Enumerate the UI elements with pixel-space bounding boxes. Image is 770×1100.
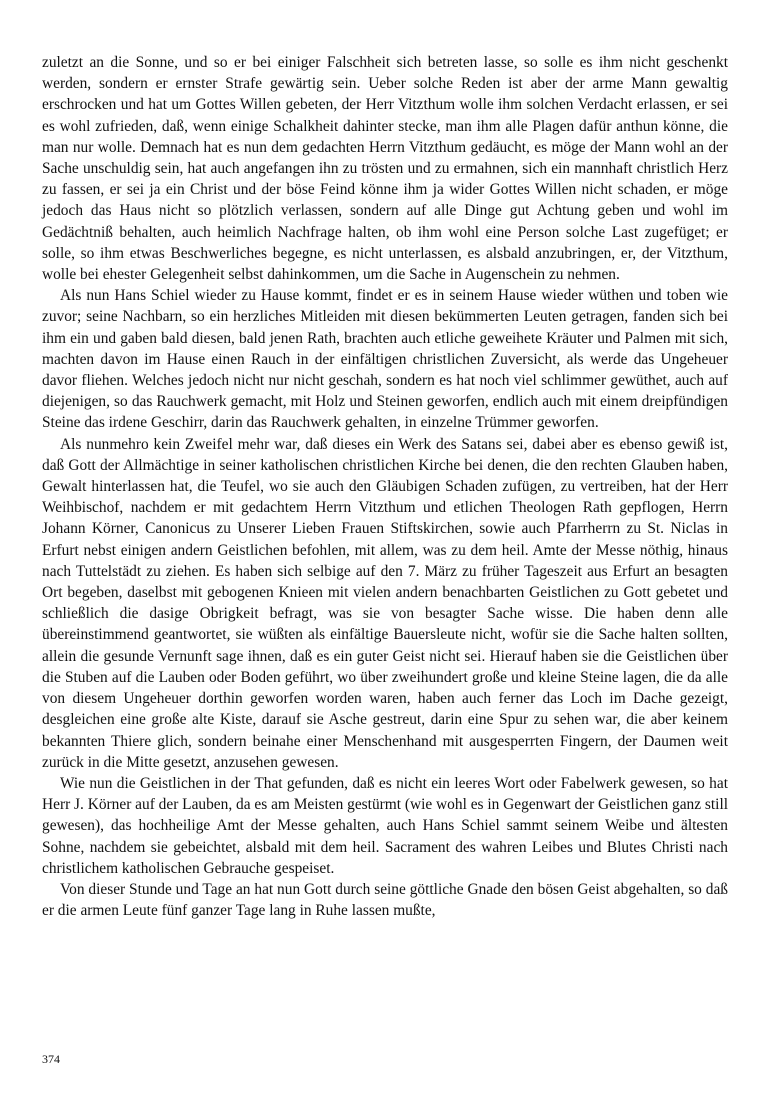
page-number: 374 — [42, 1052, 60, 1066]
paragraph-clergy-visit: Als nunmehro kein Zweifel mehr war, daß dieses ein Werk des Satans sei, dabei aber es ebenso gewiß ist, daß Gott der Allmächtige in seiner katholischen christlichen Kirche bei denen, die den rechten Glauben haben, Gewalt hinterlassen hat, die Teufel, wo sie auch den Gläubigen Schaden zufügen, zu vertreiben, hat der Herr Weihbischof, nachdem er mit gedachtem Herrn Vitzthum und etlichen Theologen Rath gepflogen, Herrn Johann Körner, Canonicus zu Unserer Lieben Frauen Stiftskirchen, sowie auch Pfarrherrn zu St. Niclas in Erfurt nebst einigen andern Geistlichen befohlen, mit allem, was zu dem heil. Amte der Messe nöthig, hinaus nach Tuttelstädt zu ziehen. Es haben sich selbige auf den 7. März zu früher Tageszeit aus Erfurt an besagten Ort begeben, daselbst mit gebogenen Knieen mit vielen andern benachbarten Geistlichen zu Gott gebetet und schließlich die dasige Obrigkeit befragt, was sie von besagter Sache wisse. Die haben denn alle übereinstimmend geantwortet, sie wüßten als einfältige Bauersleute nicht, wofür sie die Sache halten sollten, allein die gesunde Vernunft sage ihnen, daß es ein guter Geist nicht sei. Hierauf haben sie die Geistlichen über die Stuben auf die Lauben oder Boden geführt, wo über zweihundert große und kleine Steine lagen, die da alle von diesem Ungeheuer dorthin geworfen worden waren, haben auch ferner das Loch im Dache gezeigt, desgleichen eine große alte Kiste, darauf sie Asche gestreut, darin eine Spur zu sehen war, die aber keinem bekannten Thiere glich, sondern beinahe einer Menschenhand mit ausgesperrten Fingern, der Daumen weit zurück in die Mitte gesetzt, anzusehen gewesen. — [42, 435, 728, 771]
paragraph-vitzthum-warning: zuletzt an die Sonne, und so er bei einiger Falschheit sich betreten lasse, so solle es ihm nicht geschenkt werden, sondern er ernster Strafe gewärtig sein. Ueber solche Reden ist aber der arme Mann gewaltig erschrocken und hat um Gottes Willen gebeten, der Herr Vitzthum wolle ihm solchen Verdacht erlassen, er sei es wohl zufrieden, daß, wenn einige Schalkheit dahinter stecke, man ihm alle Plagen dafür anthun könne, die man nur wolle. Demnach hat es nun dem gedachten Herrn Vitzthum gedäucht, es möge der Mann wohl an der Sache unschuldig sein, hat auch angefangen ihn zu trösten und zu ermahnen, sich ein mannhaft christlich Herz zu fassen, er sei ja ein Christ und der böse Feind könne ihm ja wider Gottes Willen nicht schaden, er möge jedoch das Haus nicht so plötzlich verlassen, sondern auf alle Dinge gut Achtung geben und wohl im Gedächtniß behalten, auch heimlich Nachfrage halten, ob ihm wohl eine Person solche Last zugefüget; er solle, so ihm etwas Beschwerliches begegne, es nicht unterlassen, es alsbald anzubringen, er, der Vitzthum, wolle bei ehester Gelegenheit selbst dahinkommen, um die Sache in Augenschein zu nehmen. — [42, 54, 728, 284]
paragraph-five-days-peace: Von dieser Stunde und Tage an hat nun Gott durch seine göttliche Gnade den bösen Geist abgehalten, so daß er die armen Leute fünf ganzer Tage lang in Ruhe lassen mußte, — [42, 880, 728, 920]
book-page-text — [42, 52, 728, 921]
paragraph-mass-held: Wie nun die Geistlichen in der That gefunden, daß es nicht ein leeres Wort oder Fabelwerk gewesen, so hat Herr J. Körner auf der Lauben, da es am Meisten gestürmt (wie wohl es in Gegenwart der Geistlichen ganz still gewesen), das hochheilige Amt der Messe gehalten, auch Hans Schiel sammt seinem Weibe und ältesten Sohne, nachdem sie gebeichtet, alsbald mit dem heil. Sacrament des wahren Leibes und Blutes Christi nach christlichem katholischen Gebrauche gespeiset. — [42, 774, 728, 877]
paragraph-hans-schiel-return: Als nun Hans Schiel wieder zu Hause kommt, findet er es in seinem Hause wieder wüthen und toben wie zuvor; seine Nachbarn, so ein herzliches Mitleiden mit diesen bekümmerten Leuten getragen, fanden sich bei ihm ein und gaben bald diesen, bald jenen Rath, brachten auch etliche geweihete Kräuter und Palmen mit sich, machten davon im Hause einen Rauch in der einfältigen christlichen Zuversicht, als werde das Ungeheuer davor fliehen. Welches jedoch nicht nur nicht geschah, sondern es hat noch viel schlimmer gewüthet, auch auf diejenigen, so das Rauchwerk gemacht, mit Holz und Steinen geworfen, endlich auch mit einem dreipfündigen Steine das irdene Geschirr, darin das Rauchwerk gehalten, in einzelne Trümmer geworfen. — [42, 287, 728, 432]
